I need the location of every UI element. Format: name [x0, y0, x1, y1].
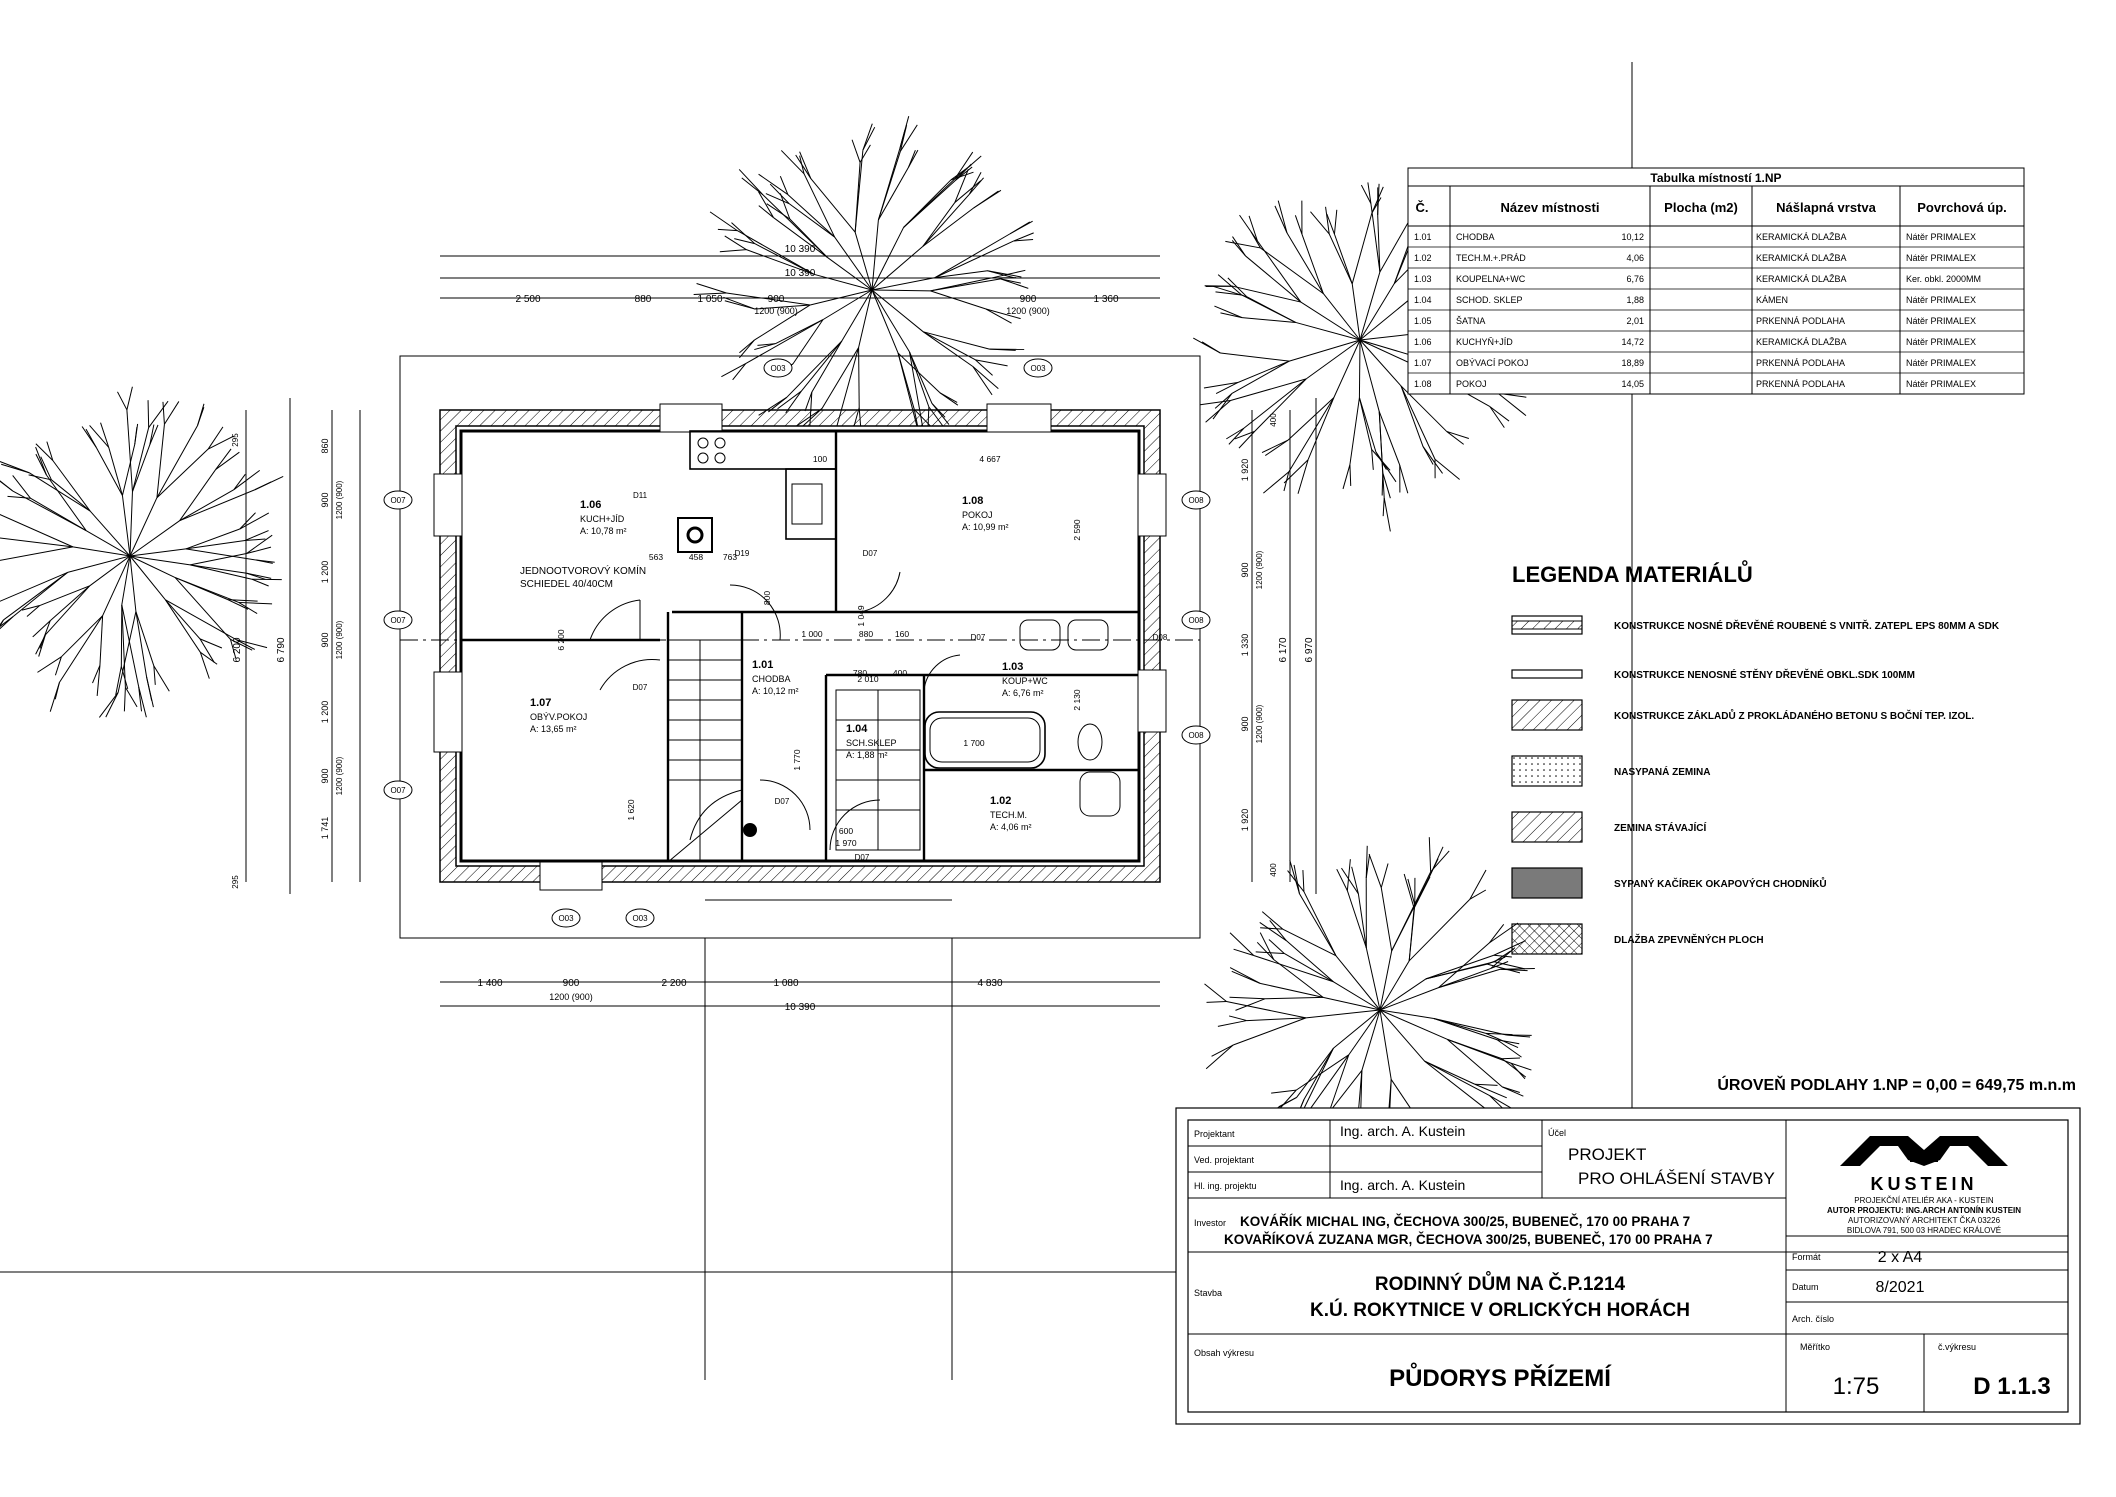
investor-line2: KOVAŘÍKOVÁ ZUZANA MGR, ČECHOVA 300/25, BUBENEČ, 170 00 PRAHA 7 [1224, 1232, 1713, 1247]
dim-label: 2 500 [515, 294, 541, 305]
dim-label: 1200 (900) [1006, 306, 1050, 316]
dim-label: 1200 (900) [335, 756, 344, 796]
room-label-id: 1.02 [990, 795, 1012, 807]
dim-label: 400 [1269, 413, 1278, 427]
window-tag: O03 [558, 914, 574, 923]
room-table-cell: 10,12 [1621, 232, 1644, 242]
ucel-label: Účel [1548, 1128, 1567, 1138]
dim-label: 900 [767, 294, 785, 305]
room-table [1408, 168, 2024, 394]
chimney-note: SCHIEDEL 40/40CM [520, 579, 613, 590]
room-label-name: POKOJ [962, 510, 993, 520]
inner-dim-label: 600 [838, 826, 854, 836]
room-table-cell: ŠATNA [1456, 316, 1486, 326]
cislo-label: č.výkresu [1938, 1342, 1977, 1352]
dim-label: 900 [320, 632, 330, 648]
window-tag: O08 [1188, 616, 1204, 625]
room-table-cell: PRKENNÁ PODLAHA [1756, 379, 1846, 389]
inner-dim-label: 1 700 [963, 738, 985, 748]
dim-label: 1 330 [1240, 633, 1250, 657]
inner-dim-label: 100 [812, 454, 828, 464]
dim-label: 1200 (900) [1255, 704, 1264, 744]
door-tag: D07 [854, 853, 870, 862]
legend-title: LEGENDA MATERIÁLŮ [1512, 562, 1753, 587]
room-table-header: Povrchová úp. [1917, 200, 2007, 215]
window-tag: O03 [770, 364, 786, 373]
room-table-cell: POKOJ [1456, 379, 1487, 389]
stavba-line1: RODINNÝ DŮM NA Č.P.1214 [1374, 1274, 1626, 1295]
room-table-header: Č. [1415, 200, 1429, 215]
room-table-header: Plocha (m2) [1664, 200, 1738, 215]
room-table-cell: KERAMICKÁ DLAŽBA [1756, 232, 1847, 242]
inner-dim-label: 4 667 [979, 454, 1001, 464]
dim-label: 1 080 [773, 978, 799, 989]
room-table-cell: Ker. obkl. 2000MM [1906, 274, 1982, 284]
room-table-cell: Nátěr PRIMALEX [1906, 358, 1977, 368]
room-table-cell: 1,88 [1626, 295, 1644, 305]
cislo-value: D 1.1.3 [1973, 1373, 2051, 1400]
room-table-cell: Nátěr PRIMALEX [1906, 253, 1977, 263]
window-tag: O08 [1188, 731, 1204, 740]
logo-sub1: PROJEKČNÍ ATELIÉR AKA - KUSTEIN [1854, 1196, 1994, 1205]
dim-label: 900 [1240, 716, 1250, 732]
dim-label: 860 [320, 438, 330, 454]
dim-label: 1 200 [320, 560, 330, 584]
ucel-line1: PROJEKT [1568, 1145, 1647, 1164]
dim-label: 1200 (900) [335, 480, 344, 520]
arch-cislo-label: Arch. číslo [1792, 1314, 1835, 1324]
room-table-cell: OBÝVACÍ POKOJ [1456, 358, 1529, 368]
inner-dim-label: 763 [722, 552, 738, 562]
dim-label: 900 [1240, 562, 1250, 578]
room-label-id: 1.04 [846, 723, 868, 735]
window-tag: O03 [1030, 364, 1046, 373]
dim-label: 1200 (900) [335, 620, 344, 660]
room-table-cell: Nátěr PRIMALEX [1906, 337, 1977, 347]
dim-label: 1200 (900) [1255, 550, 1264, 590]
logo-sub3: AUTORIZOVANÝ ARCHITEKT ČKA 03226 [1847, 1216, 2001, 1225]
room-label-area: A: 10,12 m² [752, 686, 799, 696]
legend-swatch [1512, 756, 1582, 786]
room-table-cell: 4,06 [1626, 253, 1644, 263]
obsah-value: PŮDORYS PŘÍZEMÍ [1389, 1365, 1611, 1392]
dim-label: 1 920 [1240, 458, 1250, 482]
room-table-cell: 2,01 [1626, 316, 1644, 326]
dim-label: 880 [634, 294, 652, 305]
room-table-cell: 1.01 [1414, 232, 1432, 242]
material-legend [1512, 559, 2000, 954]
dim-label: 1 400 [477, 978, 503, 989]
room-label-name: OBÝV.POKOJ [530, 712, 588, 722]
room-label-id: 1.01 [752, 659, 774, 671]
ucel-line2: PRO OHLÁŠENÍ STAVBY [1578, 1169, 1775, 1188]
ved-projektant-label: Ved. projektant [1194, 1155, 1255, 1165]
room-label-area: A: 4,06 m² [990, 822, 1032, 832]
inner-dim-label: 1 049 [856, 605, 866, 627]
window-tag: O03 [632, 914, 648, 923]
dim-label: 1 741 [320, 816, 330, 840]
room-table-cell: Nátěr PRIMALEX [1906, 232, 1977, 242]
inner-dim-label: 780 [852, 668, 868, 678]
legend-label: ZEMINA STÁVAJÍCÍ [1614, 823, 1707, 834]
floor-level-note: ÚROVEŇ PODLAHY 1.NP = 0,00 = 649,75 m.n.m [1717, 1077, 2076, 1094]
door-tag: D07 [774, 797, 790, 806]
title-block [1176, 1108, 2080, 1424]
door-tag: D07 [862, 549, 878, 558]
investor-line1: KOVÁŘÍK MICHAL ING, ČECHOVA 300/25, BUBENEČ, 170 00 PRAHA 7 [1240, 1214, 1691, 1229]
dim-label: 6 790 [276, 637, 287, 663]
door-tag: D07 [632, 683, 648, 692]
room-label-name: TECH.M. [990, 810, 1027, 820]
inner-dim-label: 1 620 [626, 799, 636, 821]
room-label-id: 1.03 [1002, 661, 1024, 673]
datum-value: 8/2021 [1875, 1279, 1925, 1296]
inner-dim-label: 6 200 [556, 629, 566, 651]
room-table-title: Tabulka místností 1.NP [1650, 171, 1782, 185]
room-table-cell: 1.07 [1414, 358, 1432, 368]
projektant-value: Ing. arch. A. Kustein [1340, 1123, 1466, 1139]
room-table-cell: 1.06 [1414, 337, 1432, 347]
room-label-id: 1.07 [530, 697, 552, 709]
room-table-header: Název místnosti [1500, 200, 1600, 215]
dim-label: 4 830 [977, 978, 1003, 989]
inner-dim-label: 400 [892, 668, 908, 678]
format-value: 2 x A4 [1877, 1249, 1923, 1266]
hip-value: Ing. arch. A. Kustein [1340, 1177, 1466, 1193]
room-label-name: KUCH+JÍD [580, 514, 625, 524]
legend-swatch [1512, 868, 1582, 898]
room-table-cell: KERAMICKÁ DLAŽBA [1756, 337, 1847, 347]
hip-label: Hl. ing. projektu [1194, 1181, 1257, 1191]
room-label-name: KOUP+WC [1002, 676, 1048, 686]
door-tag: D11 [632, 491, 648, 500]
room-table-header: Nášlapná vrstva [1776, 200, 1876, 215]
room-label-name: CHODBA [752, 674, 791, 684]
obsah-label: Obsah výkresu [1194, 1348, 1255, 1358]
inner-dim-label: 563 [648, 552, 664, 562]
stavba-label: Stavba [1194, 1288, 1223, 1298]
meritko-label: Měřítko [1800, 1342, 1831, 1352]
room-table-cell: KÁMEN [1756, 295, 1789, 305]
room-label-id: 1.08 [962, 495, 984, 507]
door-tag: D08 [1152, 633, 1168, 642]
logo-name: KUSTEIN [1870, 1174, 1978, 1194]
dim-label: 10 390 [784, 268, 816, 279]
room-table-cell: KERAMICKÁ DLAŽBA [1756, 253, 1847, 263]
dim-label: 295 [231, 875, 240, 889]
window-tag: O08 [1188, 496, 1204, 505]
legend-swatch [1512, 700, 1582, 730]
legend-swatch [1512, 670, 1582, 678]
room-table-cell: CHODBA [1456, 232, 1495, 242]
inner-dim-label: 160 [894, 629, 910, 639]
projektant-label: Projektant [1194, 1129, 1235, 1139]
room-label-area: A: 1,88 m² [846, 750, 888, 760]
dim-label: 1200 (900) [549, 992, 593, 1002]
legend-label: KONSTRUKCE ZÁKLADŮ Z PROKLÁDANÉHO BETONU S BOČNÍ TEP. IZOL. [1614, 711, 1975, 722]
dim-label: 295 [231, 433, 240, 447]
dim-label: 10 390 [784, 244, 816, 255]
dim-label: 10 390 [784, 1002, 816, 1013]
room-label-area: A: 10,99 m² [962, 522, 1009, 532]
inner-dim-label: 2 590 [1072, 519, 1082, 541]
legend-swatch [1512, 812, 1582, 842]
inner-dim-label: 2 130 [1072, 689, 1082, 711]
dim-label: 6 170 [1278, 637, 1289, 663]
room-table-cell: KERAMICKÁ DLAŽBA [1756, 274, 1847, 284]
legend-swatch [1512, 924, 1582, 954]
inner-dim-label: 2 010 [857, 674, 879, 684]
room-table-cell: Nátěr PRIMALEX [1906, 295, 1977, 305]
dim-label: 6 200 [232, 637, 243, 663]
dim-label: 1 050 [697, 294, 723, 305]
inner-dim-label: 1 770 [792, 749, 802, 771]
room-label-area: A: 6,76 m² [1002, 688, 1044, 698]
room-table-cell: KUCHYŇ+JÍD [1456, 337, 1513, 347]
room-table-cell: PRKENNÁ PODLAHA [1756, 358, 1846, 368]
room-label-area: A: 13,65 m² [530, 724, 577, 734]
room-table-cell: 1.04 [1414, 295, 1432, 305]
dim-label: 2 200 [661, 978, 687, 989]
window-tag: O07 [390, 616, 406, 625]
floor-plan [400, 300, 1200, 1380]
stavba-line2: K.Ú. ROKYTNICE V ORLICKÝCH HORÁCH [1309, 1300, 1691, 1321]
legend-label: KONSTRUKCE NENOSNÉ STĚNY DŘEVĚNÉ OBKL.SDK 100MM [1614, 670, 1915, 681]
room-table-cell: 14,05 [1621, 379, 1644, 389]
logo-sub2: AUTOR PROJEKTU: ING.ARCH ANTONÍN KUSTEIN [1826, 1206, 2022, 1215]
room-table-cell: 14,72 [1621, 337, 1644, 347]
investor-label: Investor [1194, 1218, 1227, 1228]
dim-label: 1 920 [1240, 808, 1250, 832]
dim-label: 1 360 [1093, 294, 1119, 305]
inner-dim-label: 1 970 [835, 838, 857, 848]
room-label-area: A: 10,78 m² [580, 526, 627, 536]
inner-dim-label: 458 [688, 552, 704, 562]
room-table-cell: Nátěr PRIMALEX [1906, 379, 1977, 389]
inner-dim-label: 800 [762, 590, 772, 606]
legend-label: SYPANÝ KAČÍREK OKAPOVÝCH CHODNÍKŮ [1614, 879, 1827, 890]
dim-label: 900 [562, 978, 580, 989]
logo-sub4: BIDLOVA 791, 500 03 HRADEC KRÁLOVÉ [1846, 1226, 2002, 1235]
room-table-cell: TECH.M.+.PRÁD [1456, 253, 1526, 263]
chimney-note: JEDNOOTVOROVÝ KOMÍN [520, 566, 647, 577]
dim-label: 1 200 [320, 700, 330, 724]
room-table-cell: Nátěr PRIMALEX [1906, 316, 1977, 326]
door-tag: D07 [970, 633, 986, 642]
room-table-cell: PRKENNÁ PODLAHA [1756, 316, 1846, 326]
room-table-cell: 6,76 [1626, 274, 1644, 284]
dim-label: 900 [320, 492, 330, 508]
legend-label: NASYPANÁ ZEMINA [1614, 767, 1711, 778]
inner-dim-label: 880 [858, 629, 874, 639]
dim-label: 1200 (900) [754, 306, 798, 316]
legend-label: DLAŽBA ZPEVNĚNÝCH PLOCH [1614, 935, 1764, 946]
dim-label: 400 [1269, 863, 1278, 877]
meritko-value: 1:75 [1832, 1373, 1880, 1400]
format-label: Formát [1792, 1252, 1821, 1262]
room-table-cell: KOUPELNA+WC [1456, 274, 1526, 284]
inner-dim-label: 1 000 [801, 629, 823, 639]
room-table-cell: 1.08 [1414, 379, 1432, 389]
room-label-name: SCH.SKLEP [846, 738, 897, 748]
room-table-cell: 18,89 [1621, 358, 1644, 368]
room-table-cell: 1.05 [1414, 316, 1432, 326]
door-tag: D19 [734, 549, 750, 558]
datum-label: Datum [1792, 1282, 1819, 1292]
room-label-id: 1.06 [580, 499, 602, 511]
dim-label: 900 [320, 768, 330, 784]
room-table-cell: 1.03 [1414, 274, 1432, 284]
window-tag: O07 [390, 496, 406, 505]
dim-label: 900 [1019, 294, 1037, 305]
dim-label: 6 970 [1304, 637, 1315, 663]
window-tag: O07 [390, 786, 406, 795]
room-table-cell: SCHOD. SKLEP [1456, 295, 1523, 305]
room-table-cell: 1.02 [1414, 253, 1432, 263]
legend-label: KONSTRUKCE NOSNÉ DŘEVĚNÉ ROUBENÉ S VNITŘ. ZATEPL EPS 80MM A SDK [1614, 621, 2000, 632]
